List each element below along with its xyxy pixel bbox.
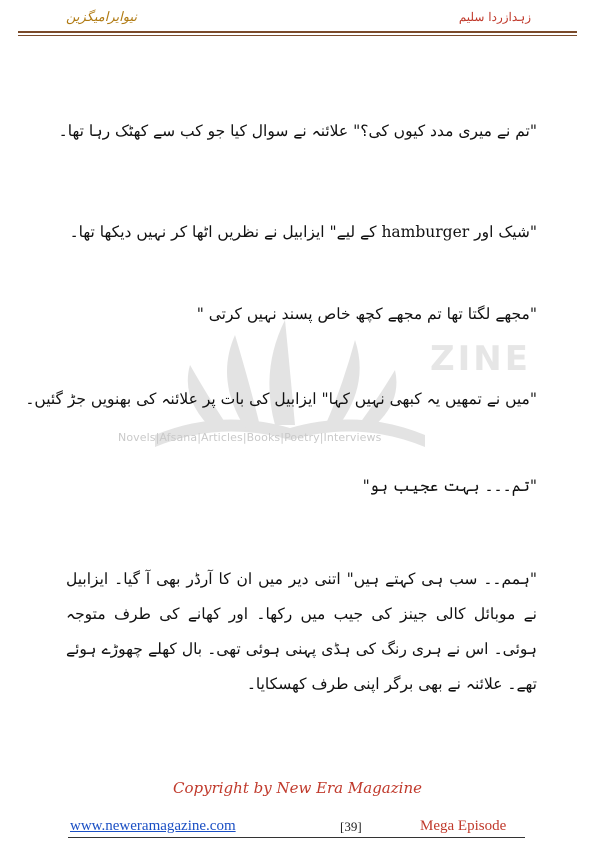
watermark-book-logo <box>85 300 531 470</box>
watermark-brand-letters: ZINE <box>430 339 531 379</box>
paragraph-6: "ہمم۔۔ سب ہی کہتے ہیں" اتنی دیر میں ان کا آرڈر بھی آ گیا۔ ایزابیل نے موبائل کالی جینز کی جیب میں رکھا۔ اور کھانے کی طرف متوجہ ہوئی۔ اس نے ہری رنگ کی ہڈی پہنی ہوئی تھی۔ بال کھلے چھوڑے ہوئے تھے۔ علائنہ نے بھی برگر اپنی طرف کھسکایا۔ <box>66 570 537 693</box>
page-footer <box>0 812 595 842</box>
paragraph-5: "تم۔۔۔ بہت عجیب ہو" <box>362 477 537 495</box>
watermark-tagline: Novels|Afsana|Articles|Books|Poetry|Interviews <box>118 431 382 444</box>
copyright-notice: Copyright by New Era Magazine <box>173 779 422 797</box>
footer-rule <box>68 837 525 838</box>
magazine-name: نیوایرامیگزین <box>66 10 138 25</box>
header-rule <box>18 31 577 33</box>
author-name: زہدازردا سلیم <box>458 10 531 24</box>
page-number: [39] <box>340 819 362 834</box>
paragraph-3: "مجھے لگتا تھا تم مجھے کچھ خاص پسند نہیں کرتی " <box>196 305 537 323</box>
page-header <box>0 0 595 40</box>
paragraph-4: "میں نے تمھیں یہ کبھی نہیں کہا" ایزابیل کی بات پر علائنہ کی بھنویں جڑ گئیں۔ <box>25 390 537 408</box>
paragraph-1: "تم نے میری مدد کیوں کی؟" علائنہ نے سوال کیا جو کب سے کھٹک رہا تھا۔ <box>58 122 537 140</box>
episode-label: Mega Episode <box>420 818 507 834</box>
header-rule-thin <box>18 35 577 36</box>
website-link[interactable]: www.neweramagazine.com <box>70 818 236 834</box>
paragraph-2: "شیک اور hamburger کے لیے" ایزابیل نے نظریں اٹھا کر نہیں دیکھا تھا۔ <box>69 223 537 241</box>
